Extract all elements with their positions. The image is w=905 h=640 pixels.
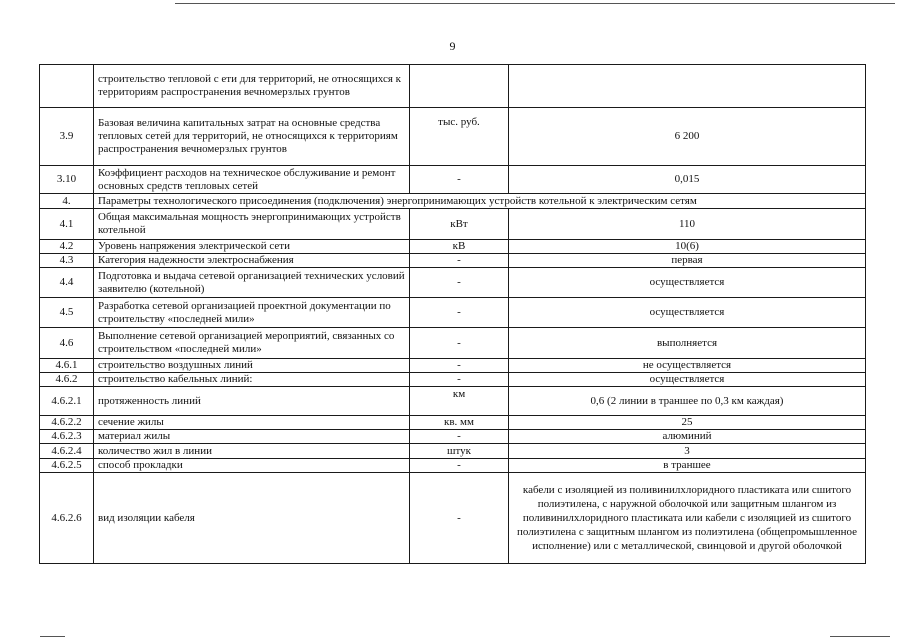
section-row [40,194,866,209]
value-cell: осуществляется [509,298,866,328]
row-number: 4.6 [40,328,94,359]
value-cell: первая [509,254,866,268]
section-title: Параметры технологического присоединения (подключения) энергопринимающих устройств котельной к электрическим сетям [94,194,866,209]
value-cell: в траншее [509,459,866,473]
parameter-name: протяженность линий [94,387,410,416]
table-row [40,459,866,473]
unit-cell: - [410,430,509,444]
parameter-name: количество жил в линии [94,444,410,459]
row-number [40,65,94,108]
value-cell [509,65,866,108]
table-row [40,387,866,416]
table-row [40,298,866,328]
top-rule [175,3,895,4]
unit-cell: - [410,473,509,564]
row-number: 4.6.1 [40,359,94,373]
row-number: 4.5 [40,298,94,328]
value-cell: кабели с изоляцией из поливинилхлоридного пластиката или сшитого полиэтилена, с наружной оболочкой или защитным шлангом из поливинилхлоридного пластиката или кабели с изоляцией из сшитого полиэтилена с защитным шлангом из полиэтилена (общепромышленное исполнение) или с металлической, свинцовой и другой оболочкой [509,473,866,564]
table-row [40,328,866,359]
row-number: 4.2 [40,240,94,254]
value-cell: осуществляется [509,268,866,298]
table-row [40,416,866,430]
row-number: 4.3 [40,254,94,268]
section-number: 4. [40,194,94,209]
parameter-name: сечение жилы [94,416,410,430]
bottom-rule-right [830,636,890,637]
table-row [40,430,866,444]
unit-cell: кВ [410,240,509,254]
unit-cell: - [410,359,509,373]
unit-cell: тыс. руб. [410,108,509,166]
parameter-name: строительство воздушных линий [94,359,410,373]
row-number: 4.6.2.6 [40,473,94,564]
unit-cell: кВт [410,209,509,240]
parameter-name: Базовая величина капитальных затрат на основные средства тепловых сетей для территорий, не относящихся к территориям распространения вечномерзлых грунтов [94,108,410,166]
parameter-name: Подготовка и выдача сетевой организацией технических условий заявителю (котельной) [94,268,410,298]
table-row [40,65,866,108]
row-number: 4.6.2.3 [40,430,94,444]
value-cell: выполняется [509,328,866,359]
row-number: 4.6.2.5 [40,459,94,473]
parameter-name: вид изоляции кабеля [94,473,410,564]
page-number: 9 [449,39,456,53]
row-number: 4.6.2.1 [40,387,94,416]
row-number: 3.10 [40,166,94,194]
table-row [40,359,866,373]
row-number: 4.1 [40,209,94,240]
unit-cell [410,65,509,108]
value-cell: осуществляется [509,373,866,387]
unit-cell: - [410,298,509,328]
table-row [40,254,866,268]
parameter-name: материал жилы [94,430,410,444]
table-row [40,240,866,254]
row-number: 3.9 [40,108,94,166]
table-row [40,166,866,194]
bottom-rule-left [40,636,65,637]
unit-cell: - [410,328,509,359]
parameter-name: строительство тепловой с ети для территорий, не относящихся к территориям распространения вечномерзлых грунтов [94,65,410,108]
unit-cell: - [410,166,509,194]
table-row [40,268,866,298]
row-number: 4.4 [40,268,94,298]
value-cell: 6 200 [509,108,866,166]
unit-cell: штук [410,444,509,459]
parameter-name: строительство кабельных линий: [94,373,410,387]
parameter-name: Общая максимальная мощность энергопринимающих устройств котельной [94,209,410,240]
value-cell: 0,015 [509,166,866,194]
parameters-table [39,64,866,564]
value-cell: 10(6) [509,240,866,254]
unit-cell: - [410,268,509,298]
value-cell: 0,6 (2 линии в траншее по 0,3 км каждая) [509,387,866,416]
table-row [40,209,866,240]
parameter-name: Уровень напряжения электрической сети [94,240,410,254]
row-number: 4.6.2.2 [40,416,94,430]
parameter-name: Разработка сетевой организацией проектной документации по строительству «последней мили» [94,298,410,328]
parameter-name: Коэффициент расходов на техническое обслуживание и ремонт основных средств тепловых сетей [94,166,410,194]
row-number: 4.6.2.4 [40,444,94,459]
value-cell: не осуществляется [509,359,866,373]
parameter-name: Категория надежности электроснабжения [94,254,410,268]
parameter-name: способ прокладки [94,459,410,473]
parameter-name: Выполнение сетевой организацией мероприятий, связанных со строительством «последней мили» [94,328,410,359]
unit-cell: - [410,373,509,387]
table-row [40,473,866,564]
unit-cell: - [410,459,509,473]
row-number: 4.6.2 [40,373,94,387]
value-cell: алюминий [509,430,866,444]
value-cell: 110 [509,209,866,240]
value-cell: 3 [509,444,866,459]
unit-cell: кв. мм [410,416,509,430]
table-row [40,444,866,459]
unit-cell: - [410,254,509,268]
value-cell: 25 [509,416,866,430]
table-row [40,373,866,387]
table-row [40,108,866,166]
unit-cell: км [410,387,509,416]
